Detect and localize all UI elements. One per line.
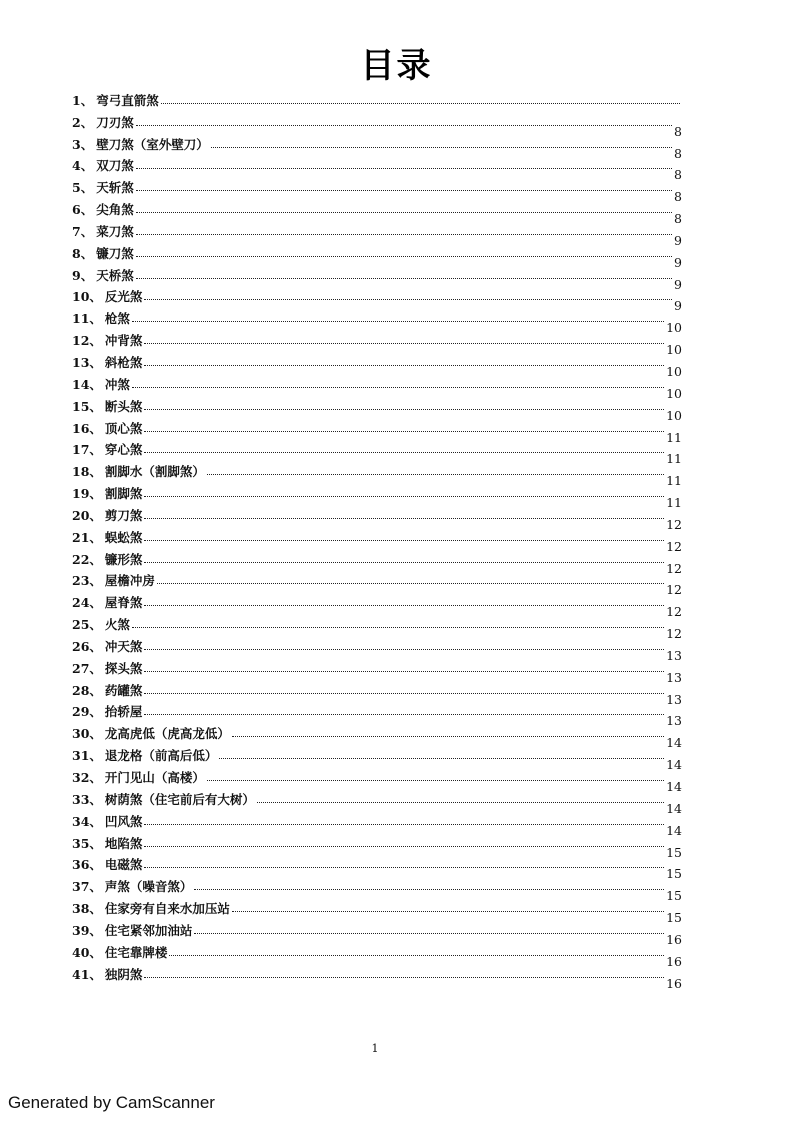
toc-entry xyxy=(72,872,682,904)
toc-entry-title: 火煞 xyxy=(104,617,130,633)
toc-entry-page: 12 xyxy=(666,604,682,620)
toc-entry-title: 蜈蚣煞 xyxy=(104,529,143,545)
toc-entry xyxy=(72,894,682,926)
toc-dot-leader xyxy=(144,604,664,606)
toc-entry-page: 14 xyxy=(666,757,682,773)
toc-entry-page: 16 xyxy=(666,975,682,991)
toc-dot-leader xyxy=(211,146,672,148)
toc-entry-number: 20、 xyxy=(72,507,102,523)
toc-dot-leader xyxy=(144,517,664,519)
toc-entry xyxy=(72,851,682,882)
toc-entry-number: 10、 xyxy=(72,289,102,305)
toc-entry-title: 双刀煞 xyxy=(96,158,134,174)
toc-entry xyxy=(72,960,682,991)
toc-entry-page: 8 xyxy=(674,167,682,183)
toc-entry-page: 9 xyxy=(674,276,682,292)
toc-entry xyxy=(72,698,682,729)
toc-entry xyxy=(72,457,682,489)
toc-entry xyxy=(72,304,682,336)
toc-entry-page: 12 xyxy=(666,516,682,532)
toc-entry xyxy=(72,916,682,947)
toc-entry xyxy=(72,173,682,205)
toc-entry-number: 31、 xyxy=(72,748,102,764)
toc-entry xyxy=(72,785,682,816)
toc-dot-leader xyxy=(132,320,664,322)
toc-entry xyxy=(72,479,682,511)
toc-dot-leader xyxy=(132,626,664,628)
toc-entry-number: 28、 xyxy=(72,682,102,698)
toc-dot-leader xyxy=(257,801,664,803)
toc-entry-number: 21、 xyxy=(72,529,102,545)
toc-dot-leader xyxy=(194,932,664,934)
toc-entry-page: 10 xyxy=(666,407,682,423)
toc-entry-number: 4、 xyxy=(72,158,94,174)
toc-entry-page: 12 xyxy=(666,538,682,554)
toc-entry-number: 11、 xyxy=(72,311,102,327)
toc-entry-page: 8 xyxy=(674,189,682,205)
toc-entry-page: 15 xyxy=(666,888,682,904)
toc-entry-page: 11 xyxy=(666,495,682,511)
toc-dot-leader xyxy=(207,473,664,475)
toc-dot-leader xyxy=(136,124,672,126)
toc-entry xyxy=(72,108,682,139)
toc-entry-page: 13 xyxy=(666,647,682,663)
toc-dot-leader xyxy=(144,845,664,847)
toc-dot-leader xyxy=(144,670,664,672)
toc-entry-page: 14 xyxy=(666,800,682,816)
toc-dot-leader xyxy=(144,342,664,344)
toc-dot-leader xyxy=(157,582,664,584)
toc-entry xyxy=(72,938,682,969)
toc-entry-number: 7、 xyxy=(72,223,94,239)
toc-dot-leader xyxy=(144,298,672,300)
toc-entry-title: 断头煞 xyxy=(104,398,143,414)
toc-entry xyxy=(72,719,682,751)
toc-entry-title: 退龙格（前高后低） xyxy=(104,748,218,764)
toc-entry xyxy=(72,567,682,598)
toc-entry-title: 抬轿屋 xyxy=(104,704,143,720)
toc-dot-leader xyxy=(161,102,680,104)
toc-dot-leader xyxy=(144,408,664,410)
toc-entry-title: 独阴煞 xyxy=(104,966,143,982)
toc-entry-title: 住家旁有自来水加压站 xyxy=(104,901,230,917)
toc-entry-number: 17、 xyxy=(72,442,102,458)
toc-entry-number: 16、 xyxy=(72,420,102,436)
toc-entry-number: 33、 xyxy=(72,791,102,807)
toc-entry xyxy=(72,545,682,576)
toc-entry xyxy=(72,130,682,161)
toc-entry-number: 15、 xyxy=(72,398,102,414)
toc-entry-title: 冲天煞 xyxy=(104,638,143,654)
toc-entry xyxy=(72,807,682,838)
toc-entry-title: 地陷煞 xyxy=(104,835,143,851)
toc-entry xyxy=(72,326,682,358)
toc-entry-title: 药罐煞 xyxy=(104,682,143,698)
toc-entry-page: 12 xyxy=(666,560,682,576)
toc-entry xyxy=(72,348,682,379)
toc-entry-number: 22、 xyxy=(72,551,102,567)
toc-entry-page: 14 xyxy=(666,822,682,838)
toc-dot-leader xyxy=(194,888,664,890)
toc-dot-leader xyxy=(144,648,664,650)
toc-entry-title: 壁刀煞（室外壁刀） xyxy=(96,136,209,152)
toc-entry-title: 枪煞 xyxy=(104,311,130,327)
toc-entry xyxy=(72,523,682,554)
page-title: 目录 xyxy=(360,46,433,86)
toc-entry-number: 34、 xyxy=(72,813,102,829)
toc-entry-page: 14 xyxy=(666,779,682,794)
toc-entry-page: 10 xyxy=(666,363,682,379)
toc-dot-leader xyxy=(207,779,664,781)
toc-entry-page: 10 xyxy=(666,320,682,336)
toc-dot-leader xyxy=(232,735,664,737)
toc-dot-leader xyxy=(232,910,664,912)
toc-entry-page: 9 xyxy=(674,254,682,270)
toc-dot-leader xyxy=(132,386,664,388)
toc-entry-page: 9 xyxy=(674,298,682,314)
toc-entry-page: 15 xyxy=(666,910,682,926)
toc-dot-leader xyxy=(144,976,664,978)
toc-dot-leader xyxy=(144,451,664,453)
toc-entry-title: 菜刀煞 xyxy=(96,223,134,239)
toc-entry-number: 12、 xyxy=(72,333,102,349)
toc-dot-leader xyxy=(136,277,672,279)
toc-entry xyxy=(72,501,682,532)
toc-entry-title: 住宅靠牌楼 xyxy=(104,944,168,960)
toc-entry xyxy=(72,370,682,401)
toc-entry-number: 36、 xyxy=(72,857,102,873)
toc-dot-leader xyxy=(144,364,664,366)
toc-entry-number: 6、 xyxy=(72,202,94,218)
toc-entry-title: 割脚水（割脚煞） xyxy=(104,464,205,480)
toc-entry-number: 40、 xyxy=(72,944,102,960)
toc-dot-leader xyxy=(144,430,664,432)
toc-entry-page: 11 xyxy=(666,451,682,467)
toc-entry-page: 10 xyxy=(666,385,682,401)
toc-entry-number: 27、 xyxy=(72,660,102,676)
toc-entry-title: 割脚煞 xyxy=(104,486,143,502)
toc-entry-title: 住宅紧邻加油站 xyxy=(104,922,193,938)
toc-entry xyxy=(72,283,682,314)
toc-dot-leader xyxy=(169,954,664,956)
toc-entry xyxy=(72,654,682,685)
toc-entry-title: 剪刀煞 xyxy=(104,507,143,523)
toc-entry xyxy=(72,86,682,108)
toc-entry xyxy=(72,588,682,620)
toc-entry xyxy=(72,217,682,248)
toc-entry-page: 8 xyxy=(674,145,682,161)
toc-entry xyxy=(72,676,682,707)
toc-entry-number: 39、 xyxy=(72,922,102,938)
toc-entry-title: 树荫煞（住宅前后有大树） xyxy=(104,791,255,807)
toc-entry-page: 16 xyxy=(666,953,682,969)
toc-entry-title: 屋脊煞 xyxy=(104,595,143,611)
toc-entry-number: 2、 xyxy=(72,114,94,130)
toc-entry-title: 屋檐冲房 xyxy=(104,573,155,589)
toc-entry-number: 5、 xyxy=(72,180,94,196)
toc-entry xyxy=(72,261,682,292)
toc-dot-leader xyxy=(144,823,664,825)
toc-entry xyxy=(72,414,682,445)
scanner-watermark: Generated by CamScanner xyxy=(8,1093,215,1112)
toc-entry xyxy=(72,239,682,270)
toc-entry-title: 镰形煞 xyxy=(104,551,143,567)
toc-entry-number: 37、 xyxy=(72,879,102,895)
toc-entry xyxy=(72,632,682,663)
toc-entry-title: 电磁煞 xyxy=(104,857,143,873)
toc-entry-title: 顶心煞 xyxy=(104,420,143,436)
toc-entry-title: 龙高虎低（虎高龙低） xyxy=(104,726,230,742)
toc-entry xyxy=(72,610,682,642)
table-of-contents xyxy=(72,86,682,991)
toc-entry-page: 13 xyxy=(666,713,682,729)
toc-entry-number: 3、 xyxy=(72,136,94,152)
toc-entry-number: 41、 xyxy=(72,966,102,982)
toc-entry-number: 8、 xyxy=(72,245,94,261)
toc-entry-page: 16 xyxy=(666,931,682,947)
toc-entry-number: 18、 xyxy=(72,464,102,480)
toc-entry xyxy=(72,436,682,467)
toc-dot-leader xyxy=(144,866,664,868)
toc-entry xyxy=(72,741,682,773)
toc-entry-page: 12 xyxy=(666,626,682,642)
toc-dot-leader xyxy=(136,211,672,213)
toc-entry-page: 8 xyxy=(674,123,682,139)
toc-entry-number: 1、 xyxy=(72,92,94,108)
toc-entry-number: 29、 xyxy=(72,704,102,720)
toc-entry-page: 12 xyxy=(666,582,682,598)
toc-dot-leader xyxy=(144,495,664,497)
toc-entry xyxy=(72,829,682,860)
toc-entry-number: 26、 xyxy=(72,638,102,654)
toc-entry-number: 13、 xyxy=(72,354,102,370)
toc-entry-number: 38、 xyxy=(72,901,102,917)
toc-entry-title: 凹风煞 xyxy=(104,813,143,829)
toc-entry-page: 15 xyxy=(666,866,682,882)
toc-entry-number: 35、 xyxy=(72,835,102,851)
toc-entry-title: 天桥煞 xyxy=(96,267,134,283)
toc-entry-title: 天斩煞 xyxy=(96,180,134,196)
toc-entry xyxy=(72,195,682,227)
toc-dot-leader xyxy=(144,561,664,563)
toc-entry-number: 24、 xyxy=(72,595,102,611)
toc-entry-title: 刀刃煞 xyxy=(96,114,134,130)
toc-entry-number: 30、 xyxy=(72,726,102,742)
toc-entry-page: 14 xyxy=(666,735,682,751)
toc-entry-title: 镰刀煞 xyxy=(96,245,134,261)
toc-entry-number: 23、 xyxy=(72,573,102,589)
page-number: 1 xyxy=(371,1042,379,1055)
toc-dot-leader xyxy=(136,167,672,169)
toc-entry-title: 声煞（噪音煞） xyxy=(104,879,193,895)
toc-entry-page: 9 xyxy=(674,232,682,248)
toc-entry-page: 15 xyxy=(666,844,682,860)
toc-dot-leader xyxy=(144,539,664,541)
toc-entry-page: 10 xyxy=(666,342,682,358)
toc-dot-leader xyxy=(219,757,664,759)
toc-entry-title: 冲煞 xyxy=(104,376,130,392)
toc-entry-title: 探头煞 xyxy=(104,660,143,676)
toc-entry xyxy=(72,763,682,794)
toc-entry-page: 11 xyxy=(666,429,682,445)
toc-entry-number: 9、 xyxy=(72,267,94,283)
toc-dot-leader xyxy=(144,692,664,694)
toc-entry-number: 14、 xyxy=(72,376,102,392)
toc-dot-leader xyxy=(136,255,672,257)
toc-entry-page: 11 xyxy=(666,473,682,489)
toc-entry-title: 尖角煞 xyxy=(96,202,134,218)
toc-entry xyxy=(72,152,682,183)
toc-entry-title: 反光煞 xyxy=(104,289,143,305)
toc-entry-number: 25、 xyxy=(72,617,102,633)
toc-entry-title: 斜枪煞 xyxy=(104,354,143,370)
toc-dot-leader xyxy=(144,713,664,715)
toc-dot-leader xyxy=(136,189,672,191)
toc-entry xyxy=(72,392,682,423)
toc-entry-title: 冲背煞 xyxy=(104,333,143,349)
toc-dot-leader xyxy=(136,233,672,235)
toc-entry-page: 13 xyxy=(666,669,682,685)
toc-entry-title: 穿心煞 xyxy=(104,442,143,458)
toc-entry-page: 8 xyxy=(674,211,682,227)
toc-entry-page: 13 xyxy=(666,691,682,707)
toc-entry-number: 19、 xyxy=(72,486,102,502)
toc-entry-title: 弯弓直箭煞 xyxy=(96,92,159,108)
toc-entry-number: 32、 xyxy=(72,770,102,785)
toc-entry-title: 开门见山（高楼） xyxy=(104,770,205,785)
